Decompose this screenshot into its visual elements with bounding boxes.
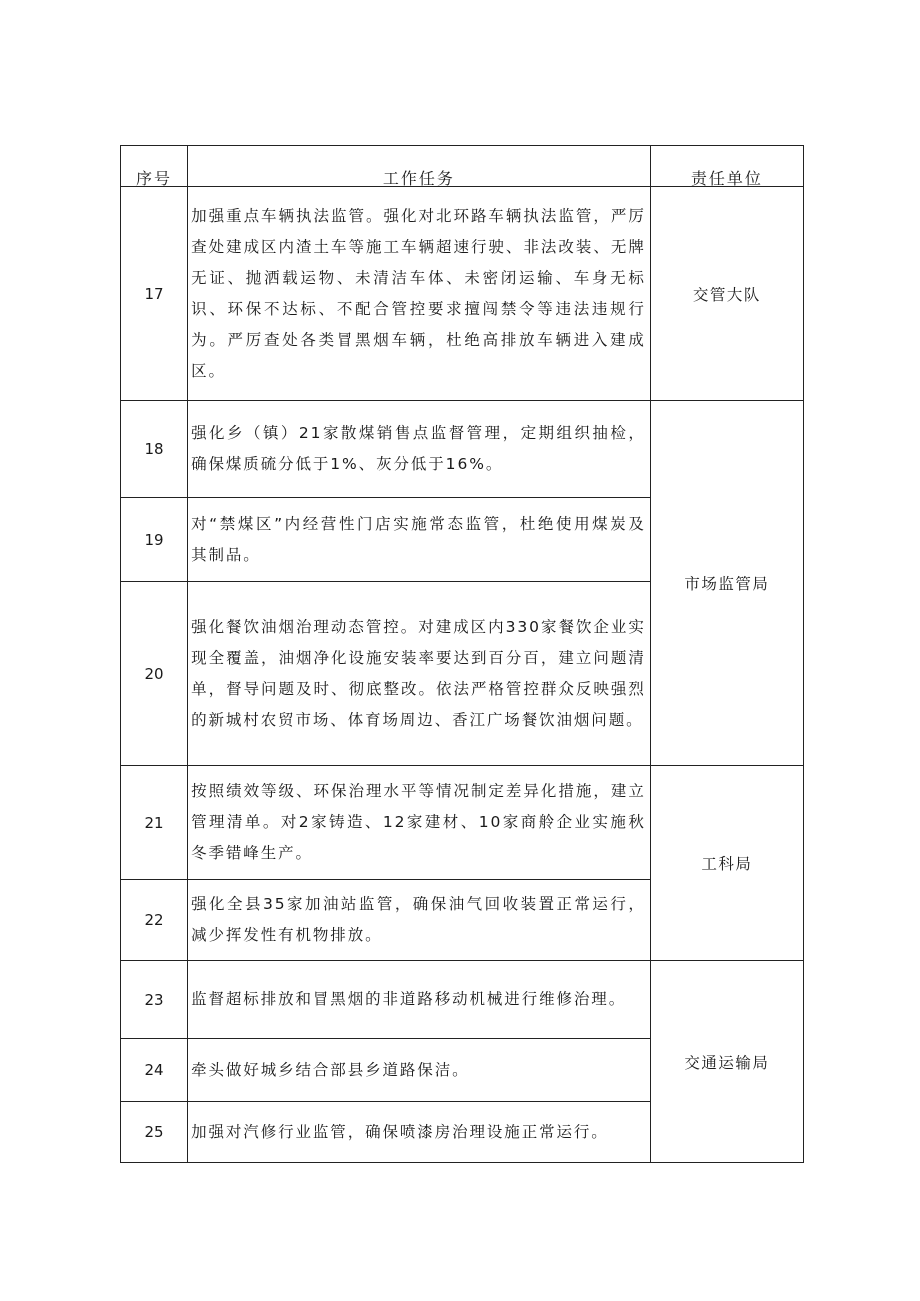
header-no: 序号 <box>121 146 188 187</box>
row-task: 对“禁煤区”内经营性门店实施常态监管，杜绝使用煤炭及其制品。 <box>188 498 651 582</box>
row-number: 25 <box>121 1102 188 1163</box>
row-number: 19 <box>121 498 188 582</box>
task-table <box>120 145 804 1163</box>
row-task: 强化乡（镇）21家散煤销售点监督管理，定期组织抽检，确保煤质硫分低于1%、灰分低于16%。 <box>188 401 651 498</box>
row-number: 18 <box>121 401 188 498</box>
row-unit: 市场监管局 <box>650 401 803 766</box>
row-task: 强化餐饮油烟治理动态管控。对建成区内330家餐饮企业实现全覆盖，油烟净化设施安装率要达到百分百，建立问题清单，督导问题及时、彻底整改。依法严格管控群众反映强烈的新城村农贸市场、体育场周边、香江广场餐饮油烟问题。 <box>188 582 651 766</box>
table-header-row <box>121 146 804 187</box>
table-row <box>121 187 804 401</box>
row-number: 20 <box>121 582 188 766</box>
table-row <box>121 961 804 1039</box>
row-task: 监督超标排放和冒黑烟的非道路移动机械进行维修治理。 <box>188 961 651 1039</box>
row-task: 牵头做好城乡结合部县乡道路保洁。 <box>188 1039 651 1102</box>
row-unit: 工科局 <box>650 766 803 961</box>
row-task: 加强重点车辆执法监管。强化对北环路车辆执法监管，严厉查处建成区内渣土车等施工车辆超速行驶、非法改装、无牌无证、抛洒载运物、未清洁车体、未密闭运输、车身无标识、环保不达标、不配合管控要求擅闯禁令等违法违规行为。严厉查处各类冒黑烟车辆，杜绝高排放车辆进入建成区。 <box>188 187 651 401</box>
header-unit: 责任单位 <box>650 146 803 187</box>
row-number: 23 <box>121 961 188 1039</box>
row-task: 强化全县35家加油站监管，确保油气回收装置正常运行，减少挥发性有机物排放。 <box>188 880 651 961</box>
row-unit: 交通运输局 <box>650 961 803 1163</box>
row-number: 17 <box>121 187 188 401</box>
table-row <box>121 401 804 498</box>
row-number: 21 <box>121 766 188 880</box>
row-number: 24 <box>121 1039 188 1102</box>
row-task: 加强对汽修行业监管，确保喷漆房治理设施正常运行。 <box>188 1102 651 1163</box>
row-task: 按照绩效等级、环保治理水平等情况制定差异化措施，建立管理清单。对2家铸造、12家建材、10家商舲企业实施秋冬季错峰生产。 <box>188 766 651 880</box>
row-unit: 交管大队 <box>650 187 803 401</box>
row-number: 22 <box>121 880 188 961</box>
header-task: 工作任务 <box>188 146 651 187</box>
table-row <box>121 766 804 880</box>
